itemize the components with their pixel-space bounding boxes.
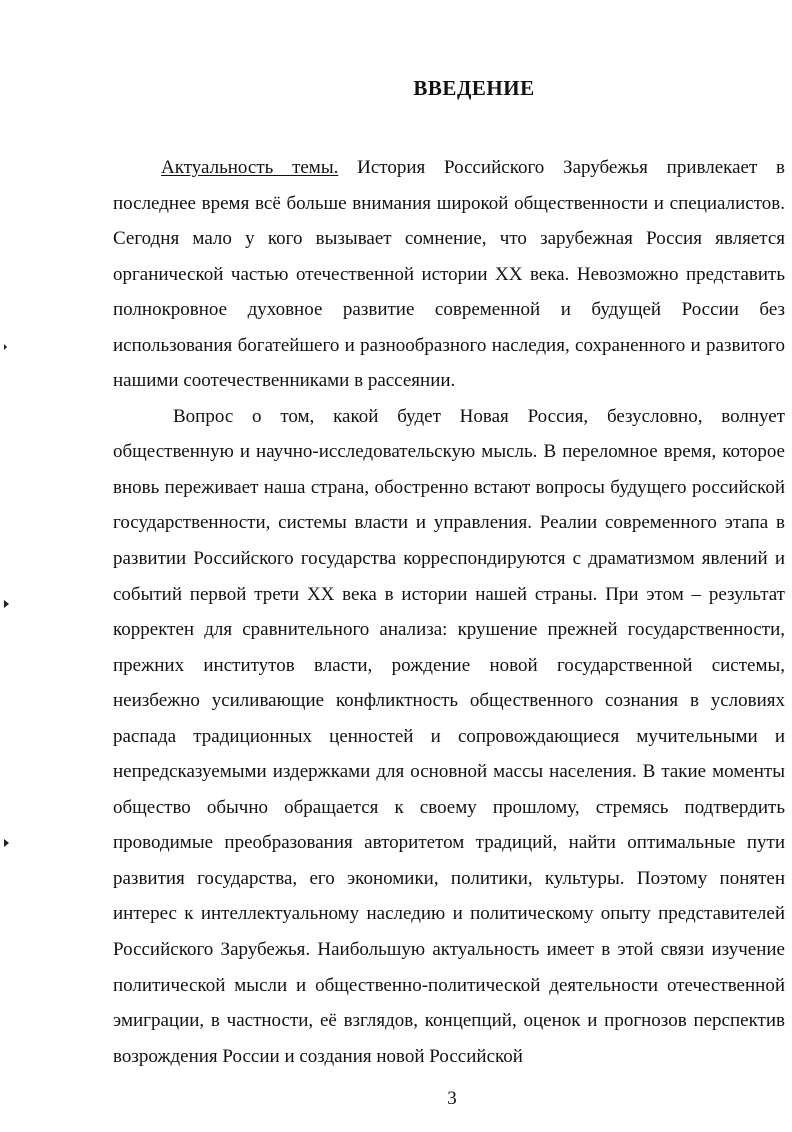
margin-arrow-icon: [4, 600, 9, 608]
margin-arrow-icon: [4, 344, 7, 350]
relevance-text: История Российского Зарубежья привлекает в последнее время всё больше внимания широкой общественности и специалистов. Сегодня мало у кого вызывает сомнение, что зарубежная Россия является органической частью отечественной истории XX века. Невозможно представить полнокровное духовное развитие современной и будущей России без использования богатейшего и разнообразного наследия, сохраненного и развитого нашими соотечественниками в рассеянии.: [113, 157, 785, 392]
relevance-label: Актуальность темы.: [161, 157, 339, 178]
paragraph-new-russia: Вопрос о том, какой будет Новая Россия, безусловно, волнует общественную и научно-исследовательскую мысль. В переломное время, которое вновь переживает наша страна, обостренно встают вопросы будущего российской государственности, системы власти и управления. Реалии современного этапа в развитии Российского государства корреспондируются с драматизмом явлений и событий первой трети XX века в истории нашей страны. При этом – результат корректен для сравнительного анализа: крушение прежней государственности, прежних институтов власти, рождение новой государственной системы, неизбежно усиливающие конфликтность общественного сознания в условиях распада традиционных ценностей и сопровождающиеся мучительными и непредсказуемыми издержками для основной массы населения. В такие моменты общество обычно обращается к своему прошлому, стремясь подтвердить проводимые преобразования авторитетом традиций, найти оптимальные пути развития государства, его экономики, политики, культуры. Поэтому понятен интерес к интеллектуальному наследию и политическому опыту представителей Российского Зарубежья. Наибольшую актуальность имеет в этой связи изучение политической мысли и общественно-политической деятельности отечественной эмиграции, в частности, её взглядов, концепций, оценок и прогнозов перспектив возрождения России и создания новой Российской: [113, 405, 785, 1067]
paragraph-relevance: [113, 150, 785, 399]
body-text: [113, 150, 785, 1074]
page-number: 3: [447, 1088, 457, 1109]
page-title: ВВЕДЕНИЕ: [413, 76, 535, 100]
margin-arrow-icon: [4, 839, 9, 847]
